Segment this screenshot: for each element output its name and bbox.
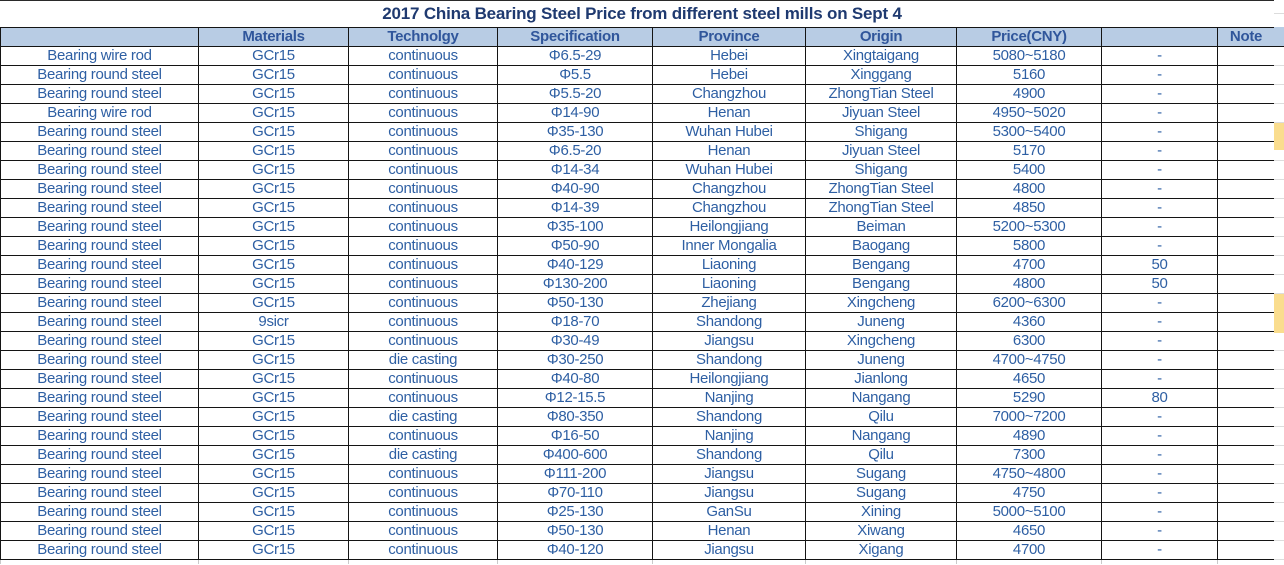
table-row bbox=[1, 465, 1275, 484]
cell-origin: Baogang bbox=[806, 237, 957, 256]
cell-product: Bearing round steel bbox=[1, 370, 199, 389]
cell-technology: continuous bbox=[349, 503, 498, 522]
cell-note bbox=[1218, 484, 1275, 503]
cell-origin: Juneng bbox=[806, 313, 957, 332]
cell-product: Bearing wire rod bbox=[1, 104, 199, 123]
cell-extra: - bbox=[1102, 484, 1218, 503]
cell-note bbox=[1218, 123, 1275, 142]
cell-technology: continuous bbox=[349, 85, 498, 104]
cell-origin: Bengang bbox=[806, 275, 957, 294]
cell-extra: - bbox=[1102, 218, 1218, 237]
cell-price: 4750 bbox=[957, 484, 1102, 503]
cell-origin: Xingtaigang bbox=[806, 47, 957, 66]
table-row bbox=[1, 294, 1275, 313]
cell-technology: continuous bbox=[349, 256, 498, 275]
cell-specification: Φ25-130 bbox=[498, 503, 653, 522]
cell-specification: Φ130-200 bbox=[498, 275, 653, 294]
cell-empty bbox=[1102, 560, 1218, 565]
cell-price: 5080~5180 bbox=[957, 47, 1102, 66]
cell-note bbox=[1218, 389, 1275, 408]
cell-specification: Φ40-129 bbox=[498, 256, 653, 275]
cell-note bbox=[1218, 427, 1275, 446]
cell-province: Wuhan Hubei bbox=[653, 123, 806, 142]
cell-province: Wuhan Hubei bbox=[653, 161, 806, 180]
cell-note bbox=[1218, 237, 1275, 256]
cell-price: 7000~7200 bbox=[957, 408, 1102, 427]
cell-technology: continuous bbox=[349, 427, 498, 446]
cell-extra: - bbox=[1102, 408, 1218, 427]
cell-province: Henan bbox=[653, 142, 806, 161]
cell-origin: Jiyuan Steel bbox=[806, 142, 957, 161]
cell-technology: continuous bbox=[349, 218, 498, 237]
cell-origin: Jianlong bbox=[806, 370, 957, 389]
cell-specification: Φ80-350 bbox=[498, 408, 653, 427]
highlight-marker bbox=[1274, 294, 1284, 333]
cell-note bbox=[1218, 161, 1275, 180]
cell-price: 4890 bbox=[957, 427, 1102, 446]
table-row bbox=[1, 427, 1275, 446]
table-row bbox=[1, 85, 1275, 104]
table-row bbox=[1, 408, 1275, 427]
cell-technology: continuous bbox=[349, 47, 498, 66]
cell-extra: - bbox=[1102, 541, 1218, 560]
price-table bbox=[0, 27, 1275, 564]
cell-province: GanSu bbox=[653, 503, 806, 522]
column-header-price: Price(CNY) bbox=[957, 28, 1102, 47]
cell-note bbox=[1218, 503, 1275, 522]
cell-price: 4700 bbox=[957, 541, 1102, 560]
cell-extra: - bbox=[1102, 351, 1218, 370]
cell-specification: Φ50-130 bbox=[498, 522, 653, 541]
right-edge-column bbox=[1274, 0, 1284, 565]
cell-specification: Φ6.5-20 bbox=[498, 142, 653, 161]
page-title: 2017 China Bearing Steel Price from different steel mills on Sept 4 bbox=[0, 0, 1284, 27]
column-header-materials: Materials bbox=[199, 28, 349, 47]
column-header-province: Province bbox=[653, 28, 806, 47]
cell-product: Bearing round steel bbox=[1, 446, 199, 465]
cell-origin: Xingcheng bbox=[806, 332, 957, 351]
cell-province: Jiangsu bbox=[653, 484, 806, 503]
table-row bbox=[1, 180, 1275, 199]
cell-note bbox=[1218, 142, 1275, 161]
cell-note bbox=[1218, 85, 1275, 104]
cell-extra: - bbox=[1102, 465, 1218, 484]
cell-materials: GCr15 bbox=[199, 541, 349, 560]
cell-empty bbox=[1, 560, 199, 565]
cell-province: Jiangsu bbox=[653, 465, 806, 484]
cell-note bbox=[1218, 313, 1275, 332]
cell-price: 4750~4800 bbox=[957, 465, 1102, 484]
cell-product: Bearing round steel bbox=[1, 161, 199, 180]
cell-extra: - bbox=[1102, 446, 1218, 465]
cell-price: 5290 bbox=[957, 389, 1102, 408]
right-edge-column-header bbox=[1274, 27, 1284, 47]
cell-extra: - bbox=[1102, 370, 1218, 389]
cell-technology: continuous bbox=[349, 104, 498, 123]
cell-province: Jiangsu bbox=[653, 541, 806, 560]
cell-province: Hebei bbox=[653, 66, 806, 85]
cell-materials: GCr15 bbox=[199, 294, 349, 313]
cell-extra: - bbox=[1102, 237, 1218, 256]
cell-specification: Φ70-110 bbox=[498, 484, 653, 503]
cell-product: Bearing round steel bbox=[1, 465, 199, 484]
cell-materials: GCr15 bbox=[199, 85, 349, 104]
cell-specification: Φ14-34 bbox=[498, 161, 653, 180]
cell-extra: - bbox=[1102, 123, 1218, 142]
cell-product: Bearing round steel bbox=[1, 484, 199, 503]
cell-origin: Shigang bbox=[806, 123, 957, 142]
cell-province: Heilongjiang bbox=[653, 370, 806, 389]
cell-origin: Xingcheng bbox=[806, 294, 957, 313]
cell-origin: Juneng bbox=[806, 351, 957, 370]
cell-specification: Φ18-70 bbox=[498, 313, 653, 332]
table-row bbox=[1, 389, 1275, 408]
cell-technology: continuous bbox=[349, 275, 498, 294]
cell-specification: Φ5.5-20 bbox=[498, 85, 653, 104]
cell-specification: Φ30-49 bbox=[498, 332, 653, 351]
cell-product: Bearing round steel bbox=[1, 180, 199, 199]
cell-extra: - bbox=[1102, 313, 1218, 332]
cell-product: Bearing round steel bbox=[1, 256, 199, 275]
cell-product: Bearing round steel bbox=[1, 522, 199, 541]
cell-price: 4650 bbox=[957, 522, 1102, 541]
cell-province: Changzhou bbox=[653, 199, 806, 218]
cell-product: Bearing round steel bbox=[1, 142, 199, 161]
table-row bbox=[1, 313, 1275, 332]
cell-materials: GCr15 bbox=[199, 408, 349, 427]
cell-specification: Φ35-100 bbox=[498, 218, 653, 237]
cell-price: 4850 bbox=[957, 199, 1102, 218]
cell-materials: GCr15 bbox=[199, 503, 349, 522]
cell-technology: die casting bbox=[349, 408, 498, 427]
cell-materials: GCr15 bbox=[199, 104, 349, 123]
cell-extra: - bbox=[1102, 294, 1218, 313]
cell-note bbox=[1218, 180, 1275, 199]
cell-technology: continuous bbox=[349, 123, 498, 142]
cell-materials: GCr15 bbox=[199, 256, 349, 275]
cell-technology: continuous bbox=[349, 180, 498, 199]
cell-technology: continuous bbox=[349, 199, 498, 218]
cell-province: Hebei bbox=[653, 47, 806, 66]
cell-empty bbox=[349, 560, 498, 565]
cell-technology: continuous bbox=[349, 237, 498, 256]
cell-product: Bearing round steel bbox=[1, 408, 199, 427]
cell-province: Henan bbox=[653, 522, 806, 541]
cell-province: Inner Mongalia bbox=[653, 237, 806, 256]
cell-origin: ZhongTian Steel bbox=[806, 199, 957, 218]
cell-province: Liaoning bbox=[653, 275, 806, 294]
cell-origin: Nangang bbox=[806, 427, 957, 446]
cell-price: 4800 bbox=[957, 275, 1102, 294]
cell-materials: GCr15 bbox=[199, 427, 349, 446]
cell-origin: Qilu bbox=[806, 408, 957, 427]
cell-province: Changzhou bbox=[653, 180, 806, 199]
cell-extra: - bbox=[1102, 427, 1218, 446]
cell-product: Bearing round steel bbox=[1, 427, 199, 446]
cell-province: Liaoning bbox=[653, 256, 806, 275]
cell-specification: Φ40-90 bbox=[498, 180, 653, 199]
cell-technology: continuous bbox=[349, 332, 498, 351]
cell-province: Heilongjiang bbox=[653, 218, 806, 237]
cell-note bbox=[1218, 522, 1275, 541]
table-row bbox=[1, 503, 1275, 522]
cell-specification: Φ50-130 bbox=[498, 294, 653, 313]
cell-technology: die casting bbox=[349, 446, 498, 465]
cell-price: 5200~5300 bbox=[957, 218, 1102, 237]
cell-empty bbox=[1218, 560, 1275, 565]
cell-materials: GCr15 bbox=[199, 370, 349, 389]
cell-origin: Qilu bbox=[806, 446, 957, 465]
cell-technology: continuous bbox=[349, 389, 498, 408]
cell-note bbox=[1218, 370, 1275, 389]
cell-extra: - bbox=[1102, 199, 1218, 218]
cell-price: 4950~5020 bbox=[957, 104, 1102, 123]
cell-materials: GCr15 bbox=[199, 199, 349, 218]
cell-product: Bearing round steel bbox=[1, 503, 199, 522]
cell-province: Nanjing bbox=[653, 389, 806, 408]
table-row bbox=[1, 47, 1275, 66]
cell-materials: GCr15 bbox=[199, 389, 349, 408]
cell-province: Zhejiang bbox=[653, 294, 806, 313]
cell-extra: - bbox=[1102, 104, 1218, 123]
cell-materials: GCr15 bbox=[199, 484, 349, 503]
cell-extra: - bbox=[1102, 85, 1218, 104]
cell-product: Bearing round steel bbox=[1, 332, 199, 351]
table-row bbox=[1, 66, 1275, 85]
cell-origin: Sugang bbox=[806, 484, 957, 503]
table-row bbox=[1, 351, 1275, 370]
cell-materials: GCr15 bbox=[199, 180, 349, 199]
cell-origin: Xiwang bbox=[806, 522, 957, 541]
cell-materials: GCr15 bbox=[199, 465, 349, 484]
cell-extra: - bbox=[1102, 180, 1218, 199]
table-row bbox=[1, 123, 1275, 142]
cell-technology: continuous bbox=[349, 522, 498, 541]
cell-price: 5000~5100 bbox=[957, 503, 1102, 522]
table-row bbox=[1, 161, 1275, 180]
cell-province: Jiangsu bbox=[653, 332, 806, 351]
cell-product: Bearing round steel bbox=[1, 237, 199, 256]
table-row bbox=[1, 218, 1275, 237]
column-header-note: Note bbox=[1218, 28, 1275, 47]
cell-materials: GCr15 bbox=[199, 218, 349, 237]
cell-product: Bearing round steel bbox=[1, 313, 199, 332]
cell-note bbox=[1218, 199, 1275, 218]
cell-price: 5400 bbox=[957, 161, 1102, 180]
cell-price: 6200~6300 bbox=[957, 294, 1102, 313]
cell-specification: Φ14-39 bbox=[498, 199, 653, 218]
cell-product: Bearing round steel bbox=[1, 218, 199, 237]
cell-specification: Φ12-15.5 bbox=[498, 389, 653, 408]
cell-extra: - bbox=[1102, 47, 1218, 66]
cell-extra: 50 bbox=[1102, 275, 1218, 294]
cell-note bbox=[1218, 47, 1275, 66]
cell-extra: - bbox=[1102, 503, 1218, 522]
cell-price: 4650 bbox=[957, 370, 1102, 389]
cell-technology: continuous bbox=[349, 294, 498, 313]
cell-product: Bearing wire rod bbox=[1, 47, 199, 66]
cell-specification: Φ40-120 bbox=[498, 541, 653, 560]
cell-empty bbox=[653, 560, 806, 565]
cell-materials: GCr15 bbox=[199, 332, 349, 351]
table-row bbox=[1, 142, 1275, 161]
cell-origin: Bengang bbox=[806, 256, 957, 275]
column-header-specification: Specification bbox=[498, 28, 653, 47]
cell-materials: GCr15 bbox=[199, 275, 349, 294]
cell-extra: - bbox=[1102, 332, 1218, 351]
cell-materials: GCr15 bbox=[199, 446, 349, 465]
cell-specification: Φ6.5-29 bbox=[498, 47, 653, 66]
cell-specification: Φ400-600 bbox=[498, 446, 653, 465]
cell-origin: Sugang bbox=[806, 465, 957, 484]
cell-materials: GCr15 bbox=[199, 47, 349, 66]
cell-province: Shandong bbox=[653, 313, 806, 332]
cell-origin: Beiman bbox=[806, 218, 957, 237]
table-row bbox=[1, 446, 1275, 465]
cell-origin: Xigang bbox=[806, 541, 957, 560]
table-row bbox=[1, 275, 1275, 294]
cell-materials: GCr15 bbox=[199, 123, 349, 142]
cell-specification: Φ111-200 bbox=[498, 465, 653, 484]
cell-price: 4700 bbox=[957, 256, 1102, 275]
cell-origin: Xining bbox=[806, 503, 957, 522]
cell-specification: Φ40-80 bbox=[498, 370, 653, 389]
cell-note bbox=[1218, 541, 1275, 560]
cell-price: 4900 bbox=[957, 85, 1102, 104]
cell-materials: GCr15 bbox=[199, 161, 349, 180]
cell-product: Bearing round steel bbox=[1, 66, 199, 85]
cell-materials: GCr15 bbox=[199, 142, 349, 161]
table-row bbox=[1, 522, 1275, 541]
cell-technology: die casting bbox=[349, 351, 498, 370]
cell-price: 5300~5400 bbox=[957, 123, 1102, 142]
cell-note bbox=[1218, 256, 1275, 275]
cell-province: Shandong bbox=[653, 446, 806, 465]
cell-empty bbox=[498, 560, 653, 565]
highlight-marker bbox=[1274, 123, 1284, 150]
cell-technology: continuous bbox=[349, 142, 498, 161]
cell-materials: GCr15 bbox=[199, 66, 349, 85]
header-row bbox=[1, 28, 1275, 47]
cell-product: Bearing round steel bbox=[1, 123, 199, 142]
cell-empty bbox=[957, 560, 1102, 565]
cell-origin: ZhongTian Steel bbox=[806, 180, 957, 199]
cell-product: Bearing round steel bbox=[1, 275, 199, 294]
cell-technology: continuous bbox=[349, 541, 498, 560]
cell-origin: ZhongTian Steel bbox=[806, 85, 957, 104]
cell-technology: continuous bbox=[349, 313, 498, 332]
cell-origin: Xinggang bbox=[806, 66, 957, 85]
cell-product: Bearing round steel bbox=[1, 199, 199, 218]
cell-product: Bearing round steel bbox=[1, 85, 199, 104]
column-header-extra bbox=[1102, 28, 1218, 47]
cell-materials: 9sicr bbox=[199, 313, 349, 332]
column-header-technology: Technolgy bbox=[349, 28, 498, 47]
cell-specification: Φ35-130 bbox=[498, 123, 653, 142]
column-header-origin: Origin bbox=[806, 28, 957, 47]
table-row bbox=[1, 541, 1275, 560]
cell-note bbox=[1218, 446, 1275, 465]
cell-province: Henan bbox=[653, 104, 806, 123]
cell-note bbox=[1218, 294, 1275, 313]
cell-specification: Φ50-90 bbox=[498, 237, 653, 256]
cell-price: 4800 bbox=[957, 180, 1102, 199]
cell-technology: continuous bbox=[349, 66, 498, 85]
cell-technology: continuous bbox=[349, 370, 498, 389]
cell-origin: Jiyuan Steel bbox=[806, 104, 957, 123]
cell-product: Bearing round steel bbox=[1, 351, 199, 370]
table-row bbox=[1, 370, 1275, 389]
cell-materials: GCr15 bbox=[199, 351, 349, 370]
cell-origin: Shigang bbox=[806, 161, 957, 180]
column-header-product bbox=[1, 28, 199, 47]
cell-note bbox=[1218, 408, 1275, 427]
cell-technology: continuous bbox=[349, 484, 498, 503]
cell-note bbox=[1218, 332, 1275, 351]
cell-specification: Φ5.5 bbox=[498, 66, 653, 85]
cell-materials: GCr15 bbox=[199, 237, 349, 256]
cell-note bbox=[1218, 104, 1275, 123]
cell-price: 4360 bbox=[957, 313, 1102, 332]
cell-province: Shandong bbox=[653, 408, 806, 427]
table-row bbox=[1, 199, 1275, 218]
cell-product: Bearing round steel bbox=[1, 294, 199, 313]
table-row bbox=[1, 256, 1275, 275]
table-row bbox=[1, 237, 1275, 256]
cell-province: Changzhou bbox=[653, 85, 806, 104]
cell-note bbox=[1218, 465, 1275, 484]
table-row bbox=[1, 332, 1275, 351]
cell-technology: continuous bbox=[349, 161, 498, 180]
cell-empty bbox=[806, 560, 957, 565]
cell-price: 6300 bbox=[957, 332, 1102, 351]
cell-extra: - bbox=[1102, 66, 1218, 85]
cell-note bbox=[1218, 275, 1275, 294]
cell-origin: Nangang bbox=[806, 389, 957, 408]
cell-extra: - bbox=[1102, 142, 1218, 161]
cell-extra: - bbox=[1102, 161, 1218, 180]
cell-price: 5800 bbox=[957, 237, 1102, 256]
cell-note bbox=[1218, 66, 1275, 85]
cell-materials: GCr15 bbox=[199, 522, 349, 541]
cell-price: 5170 bbox=[957, 142, 1102, 161]
table-row bbox=[1, 104, 1275, 123]
partial-row bbox=[1, 560, 1275, 565]
cell-extra: - bbox=[1102, 522, 1218, 541]
cell-product: Bearing round steel bbox=[1, 541, 199, 560]
cell-empty bbox=[199, 560, 349, 565]
cell-specification: Φ16-50 bbox=[498, 427, 653, 446]
cell-extra: 50 bbox=[1102, 256, 1218, 275]
cell-product: Bearing round steel bbox=[1, 389, 199, 408]
cell-note bbox=[1218, 218, 1275, 237]
cell-technology: continuous bbox=[349, 465, 498, 484]
cell-price: 4700~4750 bbox=[957, 351, 1102, 370]
table-row bbox=[1, 484, 1275, 503]
cell-province: Shandong bbox=[653, 351, 806, 370]
cell-note bbox=[1218, 351, 1275, 370]
cell-province: Nanjing bbox=[653, 427, 806, 446]
cell-extra: 80 bbox=[1102, 389, 1218, 408]
cell-price: 7300 bbox=[957, 446, 1102, 465]
cell-price: 5160 bbox=[957, 66, 1102, 85]
cell-specification: Φ14-90 bbox=[498, 104, 653, 123]
cell-specification: Φ30-250 bbox=[498, 351, 653, 370]
